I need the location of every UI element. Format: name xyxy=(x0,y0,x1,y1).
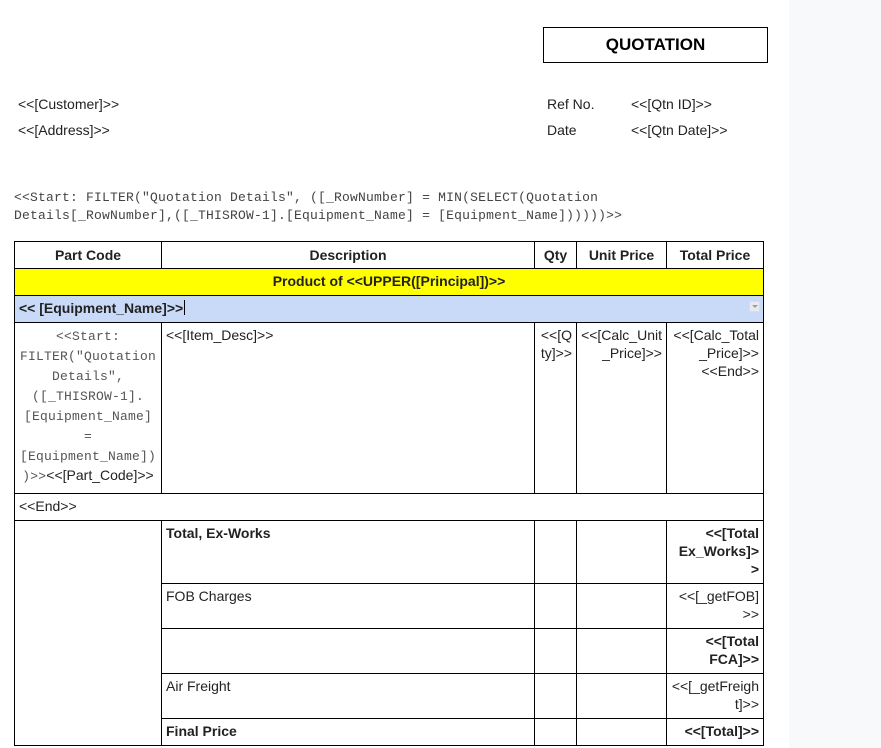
summary-label: FOB Charges xyxy=(162,584,535,629)
summary-label: Air Freight xyxy=(162,674,535,719)
part-code-field: <<[Part_Code]>> xyxy=(46,467,154,483)
summary-value: <<[_getFOB]>> xyxy=(667,584,764,629)
item-row xyxy=(15,323,764,494)
summary-value: <<[_getFreight]>> xyxy=(667,674,764,719)
summary-label: Total, Ex-Works xyxy=(162,521,535,584)
dropdown-arrow-icon[interactable] xyxy=(749,301,760,312)
summary-empty-cell xyxy=(535,521,577,584)
date-label: Date xyxy=(547,122,577,138)
principal-row xyxy=(15,269,764,296)
summary-value: <<[Total Ex_Works]>> xyxy=(667,521,764,584)
summary-row xyxy=(15,521,764,584)
customer-field: <<[Customer]>> xyxy=(18,96,120,112)
ref-no-value: <<[Qtn ID]>> xyxy=(631,96,712,112)
end-row xyxy=(15,494,764,521)
table-header-row xyxy=(15,242,764,269)
quotation-title: QUOTATION xyxy=(543,27,768,63)
unit-price-cell: <<[Calc_Unit_Price]>> xyxy=(577,323,667,494)
principal-cell: Product of <<UPPER([Principal])>> xyxy=(15,269,764,296)
summary-value: <<[Total FCA]>> xyxy=(667,629,764,674)
description-cell: <<[Item_Desc]>> xyxy=(162,323,535,494)
header-description: Description xyxy=(162,242,535,269)
summary-empty-cell xyxy=(535,629,577,674)
summary-value: <<[Total]>> xyxy=(667,719,764,746)
summary-label xyxy=(162,629,535,674)
summary-empty-cell xyxy=(577,629,667,674)
part-code-filter: <<Start: FILTER("Quotation Details", ([_THISROW-1].[Equipment_Name] = [Equipment_Name]))>> xyxy=(19,329,157,484)
summary-label: Final Price xyxy=(162,719,535,746)
total-price-cell: <<[Calc_Total_Price]>><<End>> xyxy=(667,323,764,494)
ref-no-label: Ref No. xyxy=(547,96,595,112)
summary-blank-cell xyxy=(15,521,162,746)
summary-empty-cell xyxy=(577,521,667,584)
equipment-name-text: << [Equipment_Name]>> xyxy=(19,300,184,316)
summary-empty-cell xyxy=(577,674,667,719)
address-field: <<[Address]>> xyxy=(18,122,110,138)
summary-empty-cell xyxy=(535,674,577,719)
text-cursor xyxy=(184,300,185,315)
summary-empty-cell xyxy=(577,719,667,746)
quotation-table xyxy=(14,241,764,746)
header-part-code: Part Code xyxy=(15,242,162,269)
header-total-price: Total Price xyxy=(667,242,764,269)
equipment-cell[interactable] xyxy=(15,296,764,323)
part-code-cell xyxy=(15,323,162,494)
header-unit-price: Unit Price xyxy=(577,242,667,269)
template-start-expression: <<Start: FILTER("Quotation Details", ([_RowNumber] = MIN(SELECT(Quotation Details[_RowNumber],([_THISROW-1].[Equipment_Name] = [Equipment_Name])))))>> xyxy=(14,190,623,223)
equipment-row[interactable] xyxy=(15,296,764,323)
summary-empty-cell xyxy=(577,584,667,629)
summary-empty-cell xyxy=(535,584,577,629)
summary-empty-cell xyxy=(535,719,577,746)
date-value: <<[Qtn Date]>> xyxy=(631,122,728,138)
end-cell: <<End>> xyxy=(15,494,764,521)
qty-cell: <<[Qty]>> xyxy=(535,323,577,494)
header-qty: Qty xyxy=(535,242,577,269)
